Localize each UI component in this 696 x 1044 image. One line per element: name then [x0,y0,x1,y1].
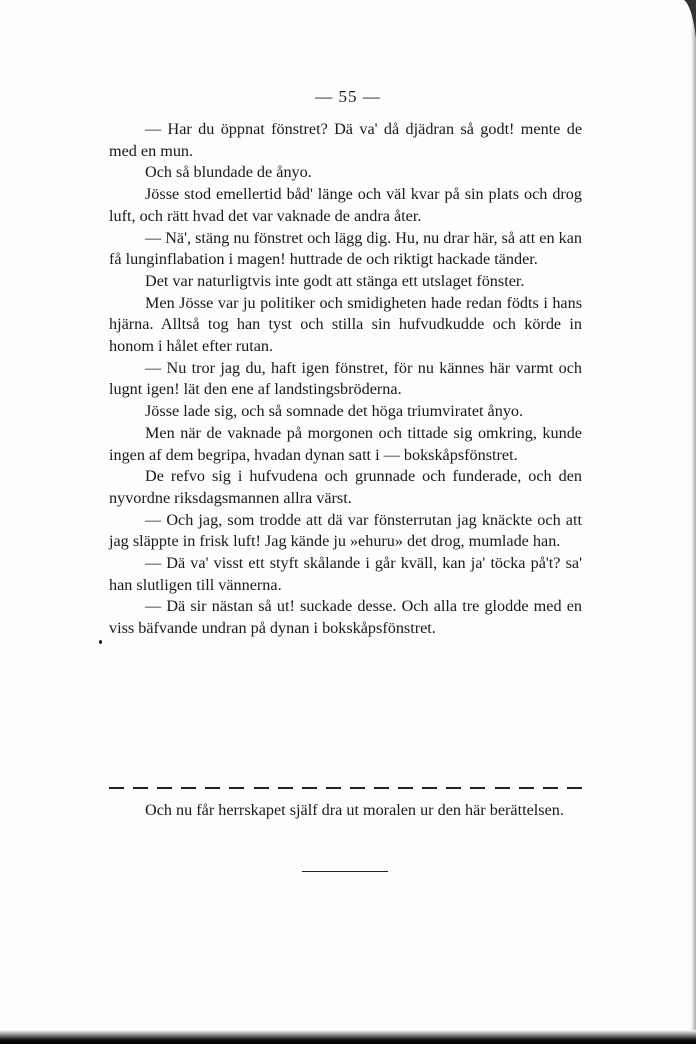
dash [181,787,196,788]
dash [229,787,244,788]
dash [109,787,124,788]
paragraph: — Nä', stäng nu fönstret och lägg dig. Hu, nu drar här, så att en kan få lunginflabation i magen! huttrade de och riktigt hackade tänder. [109,228,582,269]
paragraph: — Nu tror jag du, haft igen fönstret, för nu kännes här varmt och lugnt igen! lät den ene af landstingsbröderna. [109,358,582,399]
paragraph: — Dä va' visst ett styft skålande i går kväll, kan ja' töcka på't? sa' han slutligen till vännerna. [109,554,582,594]
paragraph: Men Jösse var ju politiker och smidigheten hade redan födts i hans hjärna. Alltså tog han tyst och stilla sin hufvudkudde och körde in honom i hålet efter rutan. [109,293,582,356]
dash [398,787,413,788]
dash [374,787,389,788]
dash [543,787,558,788]
paragraph: — Dä sir nästan så ut! suckade desse. Och alla tre glodde med en viss bäfvande undran på dynan i bokskåpsfönstret. [109,597,582,638]
dash [302,787,317,788]
body-text [109,119,582,640]
page-right-edge [691,0,696,1044]
dash [567,787,582,788]
paragraph: De refvo sig i hufvudena och grunnade och funderade, och den nyvordne riksdagsmannen allra värst. [109,467,582,507]
dash [205,787,220,788]
page-corner-curl [684,0,696,40]
page-bottom-edge [0,1030,696,1044]
dash [254,787,269,788]
dash [519,787,534,788]
paragraph: Jösse stod emellertid båd' länge och väl kvar på sin plats och drog luft, och rätt hvad det var vaknade de andra åter. [109,185,582,225]
dash [350,787,365,788]
end-rule [302,871,388,872]
ink-speck [99,640,102,644]
page-number: — 55 — [315,87,381,106]
dash [157,787,172,788]
section-break-dashes [109,778,582,798]
dash [326,787,341,788]
paragraph: — Och jag, som trodde att dä var fönsterrutan jag knäckte och att jag släppte in frisk luft! Jag kände ju »ehuru» det drog, mumlade han. [109,510,582,551]
dash [446,787,461,788]
moral-paragraph: Och nu får herrskapet själf dra ut moralen ur den här berättelsen. [145,801,564,819]
dash [133,787,148,788]
paragraph: Det var naturligtvis inte godt att stänga ett utslaget fönster. [145,271,525,290]
dash [422,787,437,788]
dash [278,787,293,788]
dash [470,787,485,788]
paragraph: Jösse lade sig, och så somnade det höga triumviratet ånyo. [145,402,524,421]
dash [495,787,510,788]
paragraph: Och så blundade de ånyo. [145,163,312,182]
paragraph: — Har du öppnat fönstret? Dä va' då djädran så godt! mente de med en mun. [109,120,582,160]
paragraph: Men när de vaknade på morgonen och tittade sig omkring, kunde ingen af dem begripa, hvadan dynan satt i — bokskåpsfönstret. [109,423,582,464]
